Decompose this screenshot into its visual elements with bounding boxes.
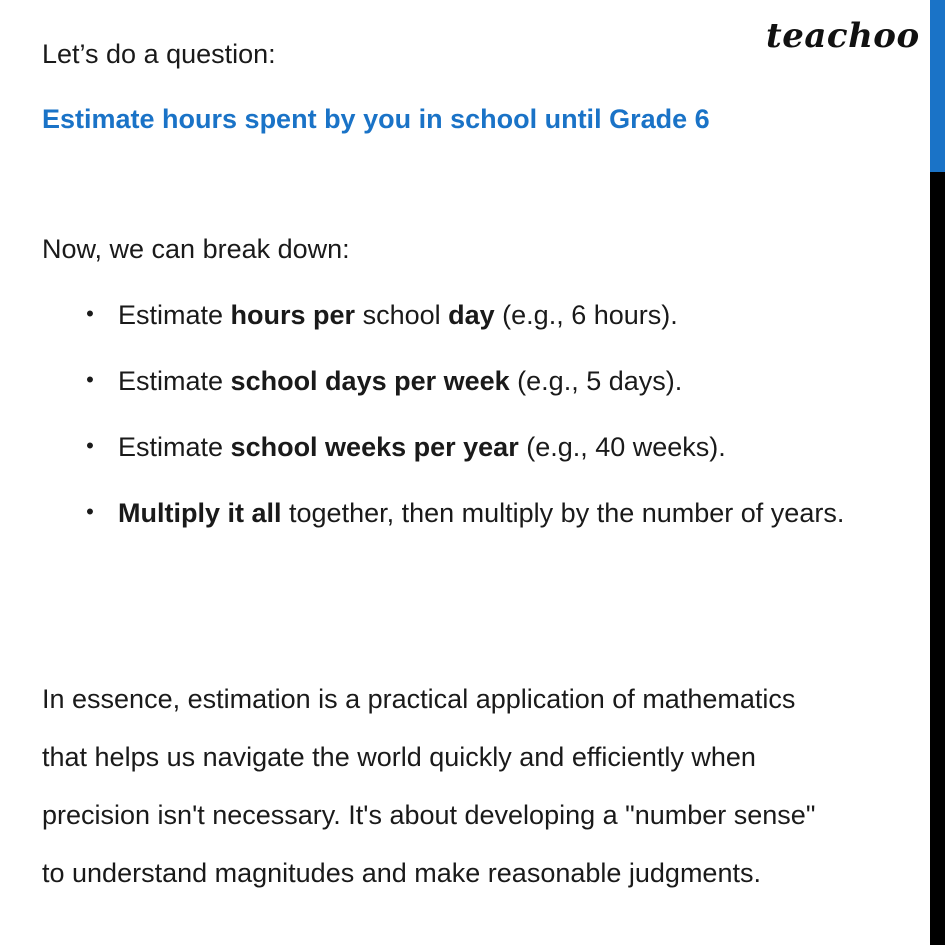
list-item [0,484,900,608]
bullet-dot-icon: • [86,367,94,392]
intro-text: Let’s do a question: [42,39,276,69]
summary-line: that helps us navigate the world quickly and efficiently when [42,742,756,772]
breakdown-intro: Now, we can break down: [42,234,350,264]
bullet-text: Estimate hours per school day (e.g., 6 hours). [118,300,678,330]
list-item [0,418,900,484]
bullet-dot-icon: • [86,433,94,458]
list-item [0,286,900,352]
sidebar-accent [930,0,945,172]
summary-line: to understand magnitudes and make reasonable judgments. [42,858,761,888]
bullet-text: Multiply it all together, then multiply by the number of years. [118,498,845,528]
sidebar-bar [930,0,945,945]
bullet-dot-icon: • [86,301,94,326]
list-item [0,352,900,418]
bullet-list [0,286,900,608]
bullet-dot-icon: • [86,499,94,524]
summary-paragraph [42,670,912,902]
summary-line: precision isn't necessary. It's about developing a "number sense" [42,800,816,830]
bullet-text: Estimate school days per week (e.g., 5 days). [118,366,683,396]
question-heading: Estimate hours spent by you in school until Grade 6 [42,104,710,134]
bullet-text: Estimate school weeks per year (e.g., 40 weeks). [118,432,726,462]
summary-line: In essence, estimation is a practical application of mathematics [42,684,796,714]
teachoo-logo: teachoo [766,16,920,56]
